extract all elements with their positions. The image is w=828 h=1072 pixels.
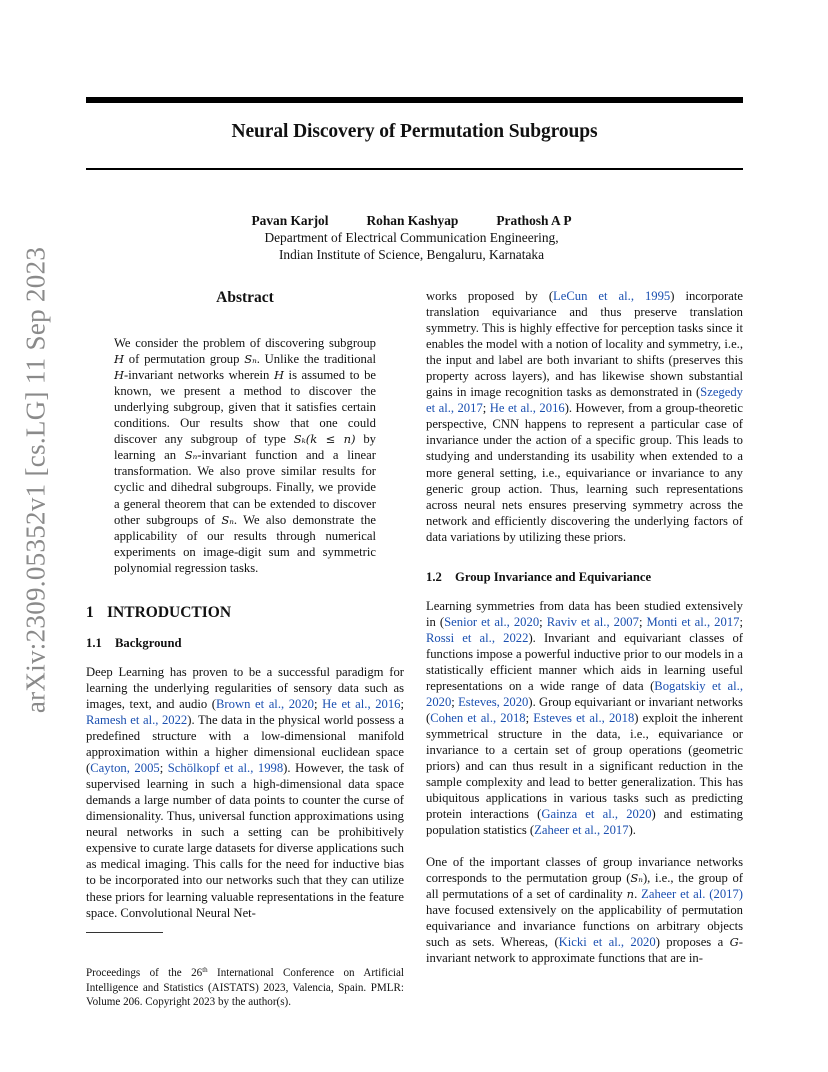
citation-link[interactable]: Monti et al., 2017 (646, 614, 740, 629)
affiliation: Indian Institute of Science, Bengaluru, Karnataka (278, 247, 545, 262)
citation-link[interactable]: Rossi et al., 2022 (426, 630, 529, 645)
citation-link[interactable]: Zaheer et al. (2017) (641, 886, 743, 901)
right-column (426, 288, 743, 966)
affiliation: Department of Electrical Communication Engineering, (264, 230, 559, 245)
author-name: Rohan Kashyap (366, 213, 459, 228)
citation-link[interactable]: Bogatskiy et al., 2020 (426, 679, 743, 710)
background-paragraph: Deep Learning has proven to be a successful paradigm for learning the underlying regularities of sensory data such as images, text, and audio (Brown et al., 2020; He et al., 2016; Ramesh et al., 2022). The data in the physical world possess a predefined structure with a low-dimensional manifold approximation within a higher dimensional euclidean space (Cayton, 2005; Schölkopf et al., 1998). However, the task of supervised learning in such a high-dimensional data space demands a large number of data points to counter the curse of dimensionality. Thus, universal function approximations using neural networks in such a setting can be prohibitively expensive to curate large datasets for diverse applications such as medical imaging. This calls for the need for inductive bias to be incorporated into our networks such that they can utilize these priors for learning valuable representations in the feature space. Convolutional Neural Net- (86, 664, 404, 920)
citation-link[interactable]: LeCun et al., 1995 (553, 289, 671, 303)
citation-link[interactable]: Schölkopf et al., 1998 (167, 761, 284, 776)
abstract-heading: Abstract (216, 289, 274, 306)
left-column (86, 288, 404, 921)
title-rule-top (86, 97, 743, 103)
abstract-text: We consider the problem of discovering subgroup H of permutation group Sₙ. Unlike the traditional H-invariant networks wherein H is assumed to be known, we present a method to discover the underlying subgroup, given that it satisfies certain conditions. Our results show that one could discover any subgroup of type Sₖ(k ≤ n) by learning an Sₙ-invariant function and a linear transformation. We also prove similar results for cyclic and dihedral subgroups. Finally, we provide a general theorem that can be extended to discover other subgroups of Sₙ. We also demonstrate the applicability of our results through numerical experiments on image-digit sum and symmetric polynomial regression tasks. (114, 336, 377, 575)
citation-link[interactable]: He et al., 2016 (322, 696, 401, 711)
group-invariance-paragraph: Learning symmetries from data has been studied extensively in (Senior et al., 2020; Raviv et al., 2007; Monti et al., 2017; Rossi et al., 2022). Invariant and equivariant classes of functions impose a powerful inductive prior to our models in a statistically efficient manner which aids in learning useful representations on a wide range of data (Bogatskiy et al., 2020; Esteves, 2020). Group equivariant or invariant networks (Cohen et al., 2018; Esteves et al., 2018) exploit the inherent symmetrical structure in the data, i.e., equivariance or invariance to a certain set of group operations (geometric priors) and can thus result in a significant reduction in the sample complexity and lead to better generalization. This has ubiquitous applications in various tasks such as predicting protein interactions (Gainza et al., 2020) and estimating population statistics (Zaheer et al., 2017). (426, 598, 743, 838)
citation-link[interactable]: Ramesh et al., 2022 (86, 712, 188, 727)
citation-link[interactable]: Cayton, 2005 (90, 761, 160, 776)
section-heading-introduction: 1 INTRODUCTION (86, 603, 232, 621)
citation-link[interactable]: Cohen et al., 2018 (430, 711, 526, 726)
citation-link[interactable]: Szegedy et al., 2017 (426, 385, 743, 416)
citation-link[interactable]: Kicki et al., 2020 (558, 934, 656, 949)
author-block (86, 212, 737, 263)
citation-link[interactable]: Raviv et al., 2007 (546, 614, 639, 629)
footnote-rule (86, 932, 163, 933)
arxiv-identifier-stamp: arXiv:2309.05352v1 [cs.LG] 11 Sep 2023 (20, 246, 51, 714)
citation-link[interactable]: He et al., 2016 (489, 401, 565, 416)
footnote: Proceedings of the 26th International Conference on Artificial Intelligence and Statistics (AISTATS) 2023, Valencia, Spain. PMLR: Volume 206. Copyright 2023 by the author(s). (86, 966, 404, 1009)
citation-link[interactable]: Gainza et al., 2020 (541, 807, 652, 822)
citation-link[interactable]: Senior et al., 2020 (444, 614, 540, 629)
author-names (86, 212, 737, 229)
permutation-group-paragraph: One of the important classes of group invariance networks corresponds to the permutation group (Sₙ), i.e., the group of all permutations of a set of cardinality n. Zaheer et al. (2017) have focused extensively on the applicability of permutation equivariance and invariance functions on arbitrary objects such as sets. Whereas, (Kicki et al., 2020) proposes a G-invariant network to approximate functions that are in- (426, 854, 744, 965)
citation-link[interactable]: Zaheer et al., 2017 (534, 823, 629, 838)
cnn-paragraph: works proposed by (LeCun et al., 1995) incorporate translation equivariance and thus preserve translation symmetry. This is highly effective for perception tasks since it enables the model with a notion of locality and symmetry, i.e., the input and label are both invariant to shifts (preserves this property across layers), and has likewise shown substantial gains in image recognition tasks as demonstrated in (Szegedy et al., 2017; He et al., 2016). However, from a group-theoretic perspective, CNN happens to represent a particular case of invariance under the action of a specific group. This leads to studying and understanding its usability when extended to a more general setting, i.e., equivariance or invariance to any generic group action. Thus, learning such representations across neural nets ensures preserving symmetry across the network and efficiently discovering the underlying factors of data variations by utilizing these priors. (426, 289, 743, 544)
title-rule-bottom (86, 168, 743, 170)
subsection-heading-background: 1.1 Background (86, 635, 182, 650)
citation-link[interactable]: Esteves et al., 2018 (533, 711, 635, 726)
citation-link[interactable]: Brown et al., 2020 (215, 696, 315, 711)
paper-title: Neural Discovery of Permutation Subgroups (231, 121, 598, 142)
author-name: Pavan Karjol (251, 213, 329, 228)
citation-link[interactable]: Esteves, 2020 (458, 695, 529, 710)
author-name: Prathosh A P (496, 213, 572, 228)
subsection-heading-group-invariance: 1.2 Group Invariance and Equivariance (426, 569, 652, 584)
